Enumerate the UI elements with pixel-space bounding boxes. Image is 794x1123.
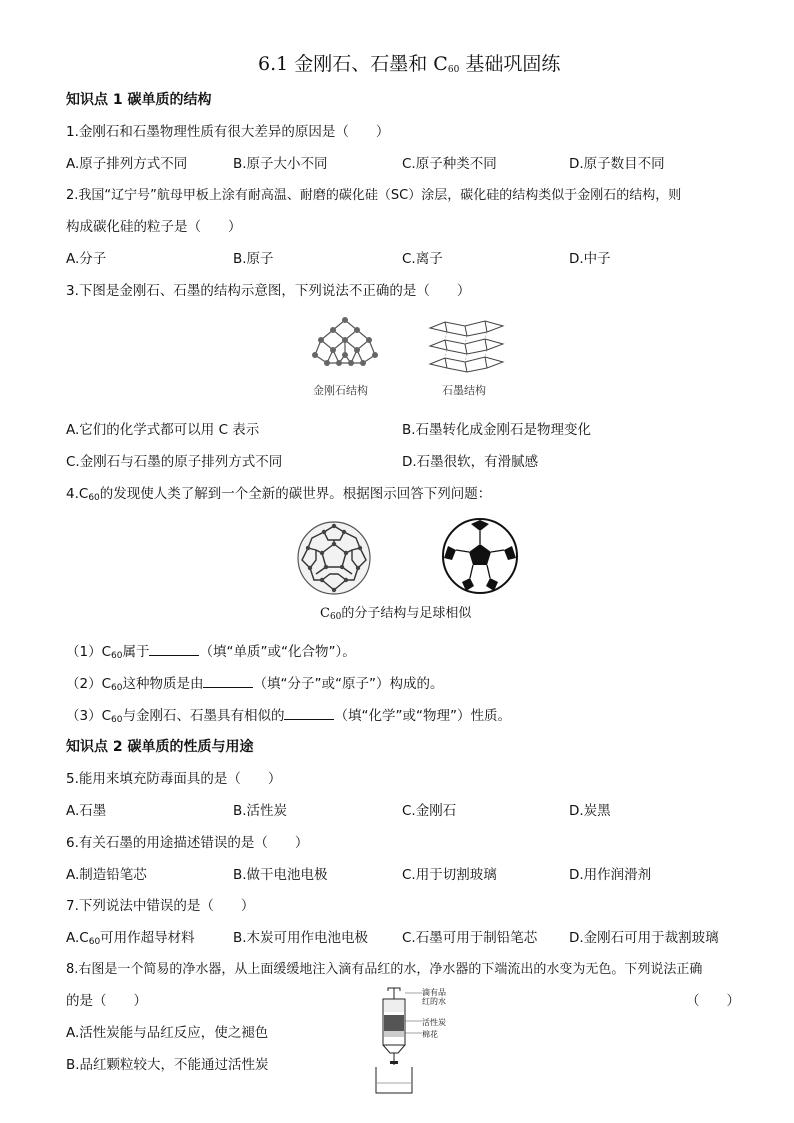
q5-option-d: D.炭黑 [569,803,611,819]
q2-option-a: A.分子 [66,251,107,267]
diamond-caption: 金刚石结构 [313,384,368,397]
c60-molecule-image [294,518,374,598]
label-cotton: 棉花 [422,1030,438,1039]
q3-option-c: C.金刚石与石墨的原子排列方式不同 [66,454,283,470]
soccer-ball-image [440,516,520,596]
label-activated-carbon: 活性炭 [422,1018,446,1027]
q5-option-a: A.石墨 [66,803,107,819]
page-title: 6.1 金刚石、石墨和 $C_{60}$ 基础巩固练 [258,53,561,75]
q3-option-b: B.石墨转化成金刚石是物理变化 [402,422,592,438]
q2-option-b: B.原子 [233,251,274,267]
q1-option-a: A.原子排列方式不同 [66,156,188,172]
question-7: 7.下列说法中错误的是（ ） [66,898,255,914]
q6-option-a: A.制造铅笔芯 [66,867,147,883]
q3-option-a: A.它们的化学式都可以用 C 表示 [66,422,260,438]
q7-option-b: B.木炭可用作电池电极 [233,930,369,946]
q2-option-d: D.中子 [569,251,611,267]
question-6: 6.有关石墨的用途描述错误的是（ ） [66,835,309,851]
question-8-answer-paren: （ ） [686,993,740,1009]
q5-option-b: B.活性炭 [233,803,288,819]
q7-option-d: D.金刚石可用于裁割玻璃 [569,930,719,946]
q4-part-1-blank[interactable] [149,643,199,656]
question-5: 5.能用来填充防毒面具的是（ ） [66,771,282,787]
water-purifier-image [370,985,430,1097]
q2-option-c: C.离子 [402,251,443,267]
q6-option-d: D.用作润滑剂 [569,867,652,883]
q7-option-c: C.石墨可用于制铅笔芯 [402,930,538,946]
question-1: 1.金刚石和石墨物理性质有很大差异的原因是（ ） [66,124,390,140]
q6-option-b: B.做干电池电极 [233,867,328,883]
q7-option-a: $A.C_{60}$可用作超导材料 [66,930,195,947]
q3-option-d: D.石墨很软，有滑腻感 [402,454,539,470]
question-4: $4.C_{60}$的发现使人类了解到一个全新的碳世界。根据图示回答下列问题： [66,486,492,503]
q1-option-c: C.原子种类不同 [402,156,497,172]
q5-option-c: C.金刚石 [402,803,457,819]
q8-option-b: B.品红颗粒较大，不能通过活性炭 [66,1057,269,1073]
diamond-structure-image [305,315,385,380]
q4-part-3-blank[interactable] [284,707,334,720]
question-2-line-2: 构成碳化硅的粒子是（ ） [66,219,242,235]
question-8-line-1: 8.右图是一个简易的净水器，从上面缓缓地注入滴有品红的水，净水器的下端流出的水变为无色。下列说法正确 [66,962,703,977]
q1-option-d: D.原子数目不同 [569,156,665,172]
question-2-line-1: 2.我国“辽宁号”航母甲板上涂有耐高温、耐磨的碳化硅（SC）涂层，碳化硅的结构类似于金刚石的结构，则 [66,188,682,203]
q4-part-2: $(2)C_{60}$这种物质是由 （填“分子”或“原子”）构成的。 [66,676,444,693]
q4-part-1: $(1)C_{60}$属于 （填“单质”或“化合物”）。 [66,644,356,661]
graphite-caption: 石墨结构 [442,384,486,397]
question-3: 3.下图是金刚石、石墨的结构示意图，下列说法不正确的是（ ） [66,283,471,299]
q4-part-2-blank[interactable] [203,675,253,688]
question-8-line-2: 的是（ ） [66,993,147,1009]
section-heading-1: 知识点 1 碳单质的结构 [66,92,212,108]
q8-option-a: A.活性炭能与品红反应，使之褪色 [66,1025,269,1041]
q1-option-b: B.原子大小不同 [233,156,328,172]
graphite-structure-image [425,318,507,378]
label-dyed-water: 滴有品 红的水 [422,988,446,1006]
q4-part-3: $(3)C_{60}$与金刚石、石墨具有相似的 （填“化学”或“物理”）性质。 [66,708,511,725]
q6-option-c: C.用于切割玻璃 [402,867,497,883]
c60-figure-caption: $C_{60}$的分子结构与足球相似 [320,606,472,622]
section-heading-2: 知识点 2 碳单质的性质与用途 [66,739,254,755]
